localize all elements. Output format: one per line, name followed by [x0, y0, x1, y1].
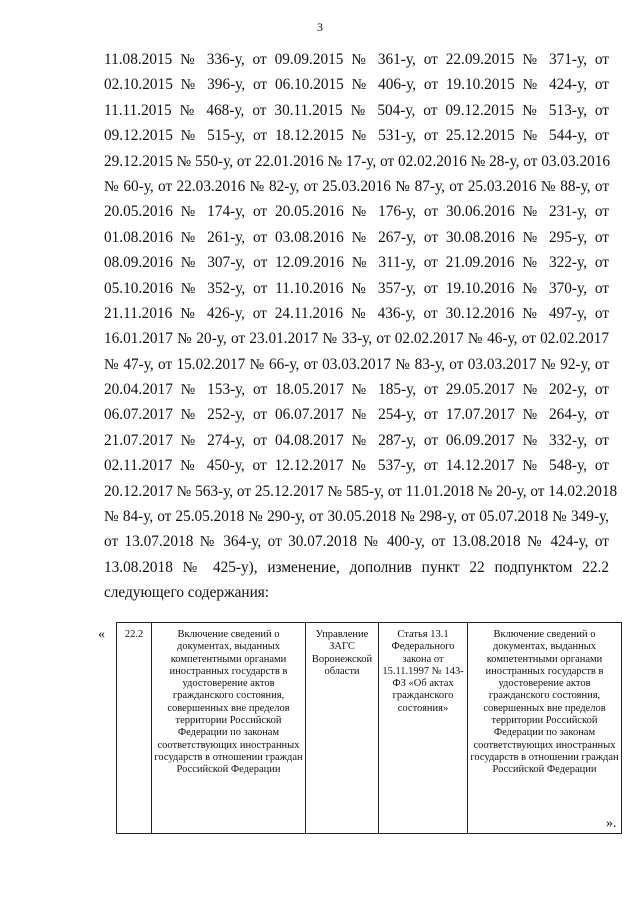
- text-line: 09.12.2015 № 515-у, от 18.12.2015 № 531-у, от 25.12.2015 № 544-у, от: [104, 127, 609, 145]
- opening-quote: «: [98, 627, 105, 642]
- text-line: 13.08.2018 № 425-у), изменение, дополнив пункт 22 подпунктом 22.2: [104, 558, 609, 576]
- text-line: следующего содержания:: [104, 584, 270, 602]
- text-line: 16.01.2017 № 20-у, от 23.01.2017 № 33-у, от 02.02.2017 № 46-у, от 02.02.2017: [104, 330, 609, 348]
- text-line: 08.09.2016 № 307-у, от 12.09.2016 № 311-у, от 21.09.2016 № 322-у, от: [104, 254, 609, 272]
- inserted-subclause-table: [116, 622, 622, 834]
- text-line: 05.10.2016 № 352-у, от 11.10.2016 № 357-у, от 19.10.2016 № 370-у, от: [104, 279, 609, 297]
- text-line: № 47-у, от 15.02.2017 № 66-у, от 03.03.2017 № 83-у, от 03.03.2017 № 92-у, от: [104, 355, 609, 373]
- subclause-number: 22.2: [117, 623, 152, 834]
- text-line: 11.11.2015 № 468-у, от 30.11.2015 № 504-у, от 09.12.2015 № 513-у, от: [104, 101, 609, 119]
- text-line: № 60-у, от 22.03.2016 № 82-у, от 25.03.2016 № 87-у, от 25.03.2016 № 88-у, от: [104, 177, 609, 195]
- table-row: [117, 623, 622, 834]
- page-number: 3: [317, 20, 323, 34]
- text-line: 21.07.2017 № 274-у, от 04.08.2017 № 287-у, от 06.09.2017 № 332-у, от: [104, 431, 609, 449]
- service-result: Включение сведений о документах, выданных компетентными органами иностранных государств в удостоверение актов гражданского состояния, совершенных вне пределов территории Российской Федерации по законам соответствующих иностранных государств в отношении граждан Российской Федерации: [468, 623, 622, 834]
- service-description: Включение сведений о документах, выданных компетентными органами иностранных государств в удостоверение актов гражданского состояния, совершенных вне пределов территории Российской Федерации по законам соответствующих иностранных государств в отношении граждан Российской Федерации: [152, 623, 306, 834]
- text-line: 02.10.2015 № 396-у, от 06.10.2015 № 406-у, от 19.10.2015 № 424-у, от: [104, 76, 609, 94]
- text-line: 20.04.2017 № 153-у, от 18.05.2017 № 185-у, от 29.05.2017 № 202-у, от: [104, 381, 609, 399]
- text-line: 06.07.2017 № 252-у, от 06.07.2017 № 254-у, от 17.07.2017 № 264-у, от: [104, 406, 609, 424]
- text-line: 20.05.2016 № 174-у, от 20.05.2016 № 176-у, от 30.06.2016 № 231-у, от: [104, 203, 609, 221]
- closing-quote: ».: [606, 816, 617, 831]
- text-line: № 84-у, от 25.05.2018 № 290-у, от 30.05.2018 № 298-у, от 05.07.2018 № 349-у,: [104, 508, 609, 526]
- text-line: 21.11.2016 № 426-у, от 24.11.2016 № 436-у, от 30.12.2016 № 497-у, от: [104, 304, 609, 322]
- text-line: от 13.07.2018 № 364-у, от 30.07.2018 № 400-у, от 13.08.2018 № 424-у, от: [104, 533, 609, 551]
- text-line: 11.08.2015 № 336-у, от 09.09.2015 № 361-у, от 22.09.2015 № 371-у, от: [104, 51, 609, 68]
- body-text: [104, 47, 618, 606]
- responsible-organization: Управление ЗАГС Воронежской области: [306, 623, 379, 834]
- text-line: 29.12.2015 № 550-у, от 22.01.2016 № 17-у, от 02.02.2016 № 28-у, от 03.03.2016: [104, 152, 611, 170]
- text-line: 02.11.2017 № 450-у, от 12.12.2017 № 537-у, от 14.12.2017 № 548-у, от: [104, 457, 609, 475]
- text-line: 20.12.2017 № 563-у, от 25.12.2017 № 585-у, от 11.01.2018 № 20-у, от 14.02.2018: [104, 482, 618, 500]
- text-line: 01.08.2016 № 261-у, от 03.08.2016 № 267-у, от 30.08.2016 № 295-у, от: [104, 228, 609, 246]
- legal-basis: Статья 13.1 Федерального закона от 15.11.1997 № 143-ФЗ «Об актах гражданского состояния»: [379, 623, 468, 834]
